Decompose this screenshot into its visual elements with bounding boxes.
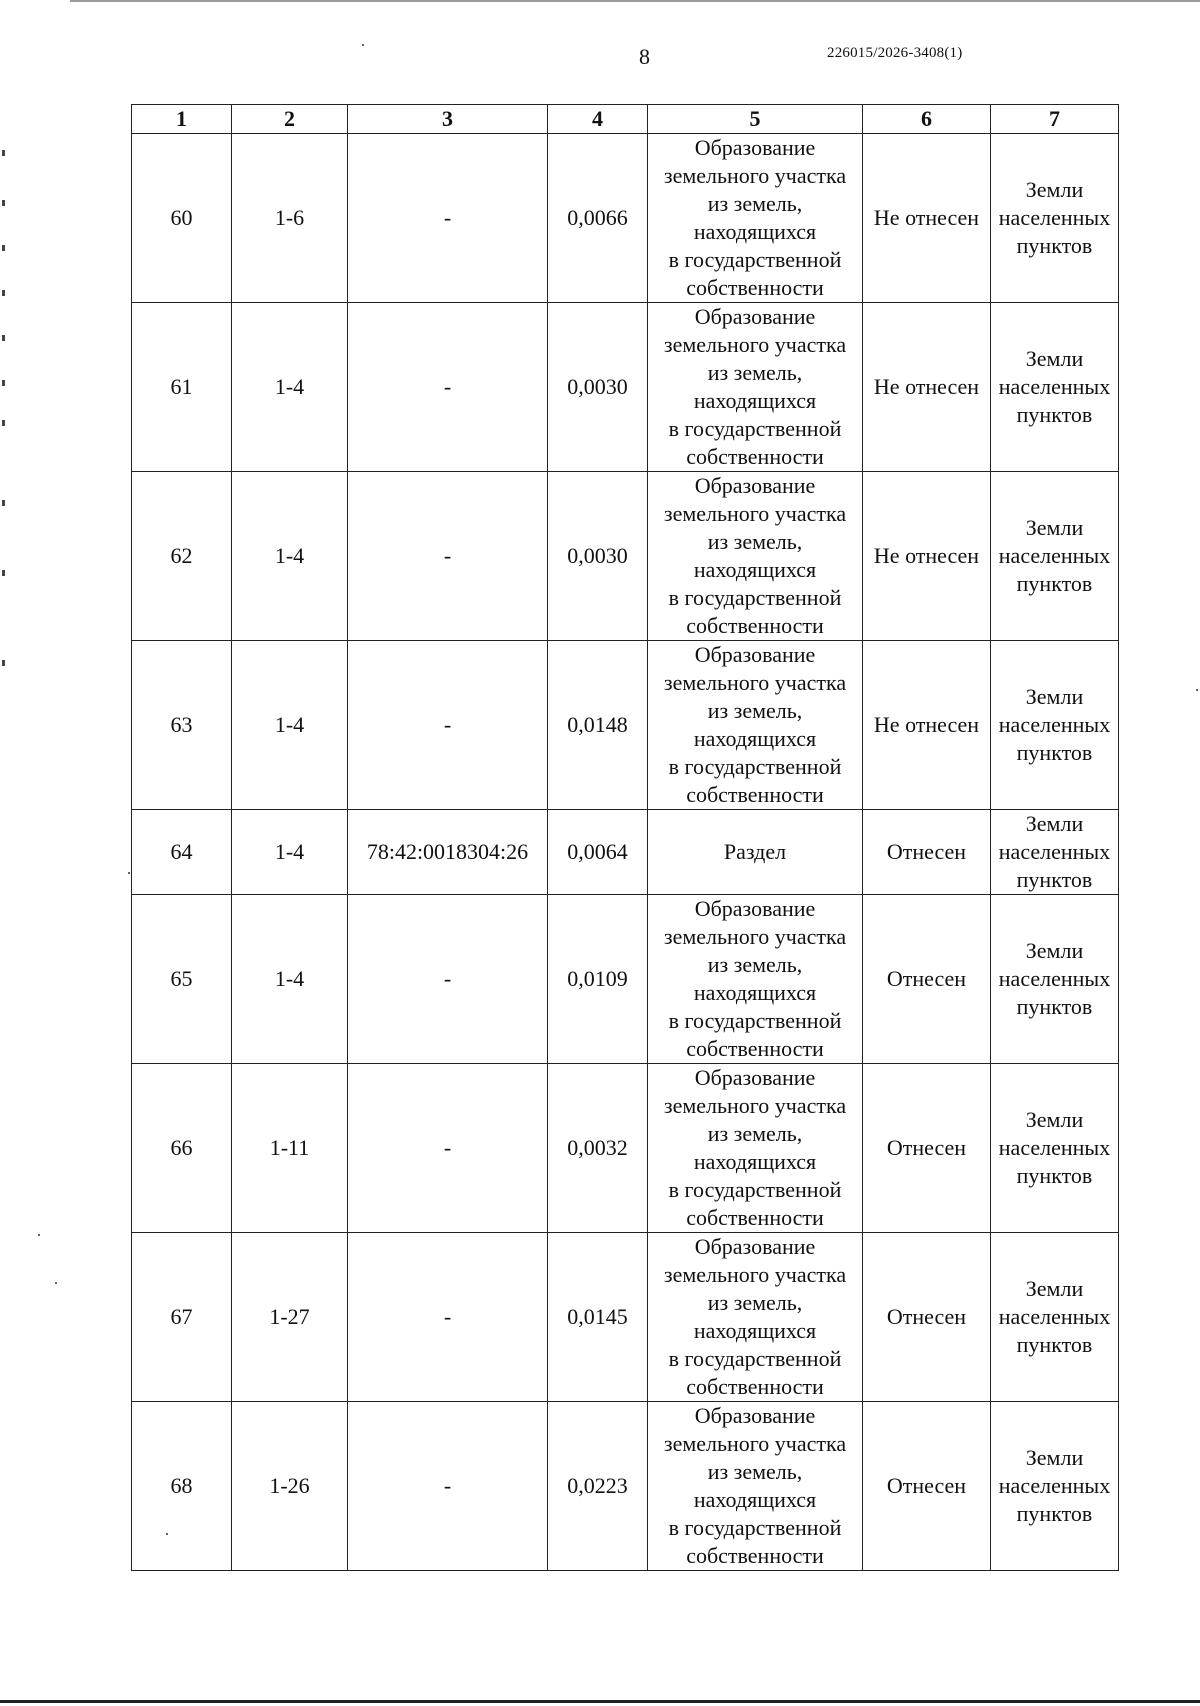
purpose-cell [648, 134, 863, 303]
purpose-line: из земель, [707, 1290, 803, 1315]
purpose-line: находящихся [693, 980, 817, 1005]
land-category-cell [991, 810, 1119, 895]
category-line: пунктов [1016, 1163, 1093, 1188]
row-number-cell: 63 [132, 641, 232, 810]
row-number-cell: 61 [132, 303, 232, 472]
purpose-line: из земель, [707, 1121, 803, 1146]
land-category-cell [991, 1064, 1119, 1233]
land-category-cell [991, 303, 1119, 472]
purpose-cell [648, 810, 863, 895]
purpose-cell [648, 895, 863, 1064]
purpose-line: земельного участка [663, 163, 847, 188]
category-line: Земли [1025, 1107, 1084, 1132]
area-cell: 0,0066 [548, 134, 648, 303]
purpose-cell [648, 1402, 863, 1571]
status-cell: Не отнесен [863, 134, 991, 303]
cadastral-number-cell: - [348, 1064, 548, 1233]
land-category-cell [991, 641, 1119, 810]
category-line: Земли [1025, 1445, 1084, 1470]
category-line: Земли [1025, 177, 1084, 202]
table-row [132, 1402, 1119, 1571]
status-cell: Отнесен [863, 1233, 991, 1402]
purpose-line: находящихся [693, 1149, 817, 1174]
category-line: населенных [998, 839, 1111, 864]
area-cell: 0,0030 [548, 472, 648, 641]
purpose-line: находящихся [693, 1487, 817, 1512]
category-line: Земли [1025, 811, 1084, 836]
category-line: пунктов [1016, 233, 1093, 258]
category-line: пунктов [1016, 740, 1093, 765]
purpose-line: собственности [686, 444, 824, 469]
status-cell: Отнесен [863, 895, 991, 1064]
purpose-line: в государственной [668, 247, 842, 272]
table-row [132, 810, 1119, 895]
purpose-line: земельного участка [663, 670, 847, 695]
scan-speck [1196, 689, 1198, 691]
purpose-line: из земель, [707, 952, 803, 977]
status-cell: Отнесен [863, 1064, 991, 1233]
purpose-line: в государственной [668, 754, 842, 779]
row-number-cell: 64 [132, 810, 232, 895]
category-line: Земли [1025, 1276, 1084, 1301]
table-row [132, 1064, 1119, 1233]
cadastral-number-cell: - [348, 641, 548, 810]
purpose-line: из земель, [707, 529, 803, 554]
table-row [132, 895, 1119, 1064]
purpose-cell [648, 1064, 863, 1233]
category-line: населенных [998, 1473, 1111, 1498]
purpose-line: Образование [694, 896, 816, 921]
purpose-line: Образование [694, 304, 816, 329]
purpose-line: Образование [694, 1234, 816, 1259]
purpose-line: земельного участка [663, 501, 847, 526]
purpose-line: в государственной [668, 1346, 842, 1371]
purpose-cell [648, 472, 863, 641]
purpose-line: Образование [694, 473, 816, 498]
land-category-cell [991, 1233, 1119, 1402]
area-cell: 0,0223 [548, 1402, 648, 1571]
row-number-cell: 60 [132, 134, 232, 303]
cadastral-number-cell: - [348, 134, 548, 303]
table-row [132, 1233, 1119, 1402]
document-id: 226015/2026-3408(1) [827, 45, 963, 61]
category-line: населенных [998, 543, 1111, 568]
column-header: 2 [232, 105, 348, 134]
land-category-cell [991, 472, 1119, 641]
purpose-line: земельного участка [663, 1093, 847, 1118]
cadastral-number-cell: - [348, 303, 548, 472]
purpose-line: собственности [686, 782, 824, 807]
purpose-line: из земель, [707, 191, 803, 216]
cadastral-number-cell: - [348, 1402, 548, 1571]
purpose-line: находящихся [693, 1318, 817, 1343]
scan-speck [55, 1282, 57, 1284]
purpose-line: находящихся [693, 219, 817, 244]
purpose-line: земельного участка [663, 924, 847, 949]
purpose-line: земельного участка [663, 332, 847, 357]
purpose-cell [648, 641, 863, 810]
category-line: пунктов [1016, 1332, 1093, 1357]
zone-cell: 1-4 [232, 303, 348, 472]
purpose-line: собственности [686, 275, 824, 300]
purpose-line: в государственной [668, 416, 842, 441]
status-cell: Не отнесен [863, 303, 991, 472]
scan-speck [362, 44, 364, 46]
category-line: населенных [998, 374, 1111, 399]
land-category-cell [991, 1402, 1119, 1571]
category-line: пунктов [1016, 994, 1093, 1019]
cadastral-number-cell: 78:42:0018304:26 [348, 810, 548, 895]
table-row [132, 134, 1119, 303]
zone-cell: 1-6 [232, 134, 348, 303]
category-line: Земли [1025, 346, 1084, 371]
status-cell: Не отнесен [863, 641, 991, 810]
row-number-cell: 66 [132, 1064, 232, 1233]
table-row [132, 472, 1119, 641]
area-cell: 0,0109 [548, 895, 648, 1064]
purpose-line: в государственной [668, 1008, 842, 1033]
purpose-line: собственности [686, 1374, 824, 1399]
zone-cell: 1-4 [232, 895, 348, 1064]
purpose-line: Образование [694, 135, 816, 160]
purpose-line: земельного участка [663, 1262, 847, 1287]
status-cell: Не отнесен [863, 472, 991, 641]
purpose-line: земельного участка [663, 1431, 847, 1456]
margin-scan-marks [0, 140, 14, 680]
scan-speck [38, 1234, 40, 1236]
category-line: Земли [1025, 938, 1084, 963]
purpose-line: из земель, [707, 360, 803, 385]
category-line: Земли [1025, 515, 1084, 540]
category-line: населенных [998, 1304, 1111, 1329]
page-number: 8 [639, 44, 650, 69]
land-category-cell [991, 134, 1119, 303]
purpose-line: Образование [694, 1403, 816, 1428]
zone-cell: 1-4 [232, 472, 348, 641]
category-line: пунктов [1016, 571, 1093, 596]
cadastral-number-cell: - [348, 895, 548, 1064]
zone-cell: 1-4 [232, 641, 348, 810]
scan-speck [128, 872, 130, 874]
row-number-cell: 65 [132, 895, 232, 1064]
area-cell: 0,0145 [548, 1233, 648, 1402]
purpose-cell [648, 1233, 863, 1402]
zone-cell: 1-4 [232, 810, 348, 895]
category-line: населенных [998, 205, 1111, 230]
land-category-cell [991, 895, 1119, 1064]
category-line: пунктов [1016, 867, 1093, 892]
category-line: населенных [998, 712, 1111, 737]
purpose-line: в государственной [668, 1177, 842, 1202]
purpose-line: из земель, [707, 698, 803, 723]
column-header: 4 [548, 105, 648, 134]
zone-cell: 1-27 [232, 1233, 348, 1402]
cadastral-number-cell: - [348, 1233, 548, 1402]
land-plot-table [131, 104, 1119, 1571]
area-cell: 0,0148 [548, 641, 648, 810]
purpose-line: в государственной [668, 585, 842, 610]
top-scan-rule [70, 0, 1200, 2]
status-cell: Отнесен [863, 1402, 991, 1571]
area-cell: 0,0032 [548, 1064, 648, 1233]
column-header: 3 [348, 105, 548, 134]
purpose-line: собственности [686, 613, 824, 638]
table-row [132, 303, 1119, 472]
table-header-row [132, 105, 1119, 134]
purpose-line: собственности [686, 1543, 824, 1568]
row-number-cell: 67 [132, 1233, 232, 1402]
purpose-line: находящихся [693, 726, 817, 751]
cadastral-number-cell: - [348, 472, 548, 641]
purpose-line: находящихся [693, 388, 817, 413]
row-number-cell: 62 [132, 472, 232, 641]
category-line: населенных [998, 1135, 1111, 1160]
purpose-cell [648, 303, 863, 472]
purpose-line: Раздел [723, 839, 787, 864]
area-cell: 0,0064 [548, 810, 648, 895]
purpose-line: находящихся [693, 557, 817, 582]
area-cell: 0,0030 [548, 303, 648, 472]
status-cell: Отнесен [863, 810, 991, 895]
category-line: пунктов [1016, 402, 1093, 427]
column-header: 6 [863, 105, 991, 134]
column-header: 7 [991, 105, 1119, 134]
column-header: 5 [648, 105, 863, 134]
purpose-line: в государственной [668, 1515, 842, 1540]
zone-cell: 1-11 [232, 1064, 348, 1233]
zone-cell: 1-26 [232, 1402, 348, 1571]
row-number-cell: 68 [132, 1402, 232, 1571]
column-header: 1 [132, 105, 232, 134]
category-line: населенных [998, 966, 1111, 991]
purpose-line: собственности [686, 1205, 824, 1230]
table-row [132, 641, 1119, 810]
purpose-line: из земель, [707, 1459, 803, 1484]
purpose-line: собственности [686, 1036, 824, 1061]
category-line: Земли [1025, 684, 1084, 709]
purpose-line: Образование [694, 1065, 816, 1090]
purpose-line: Образование [694, 642, 816, 667]
bottom-scan-rule [0, 1700, 1200, 1703]
category-line: пунктов [1016, 1501, 1093, 1526]
